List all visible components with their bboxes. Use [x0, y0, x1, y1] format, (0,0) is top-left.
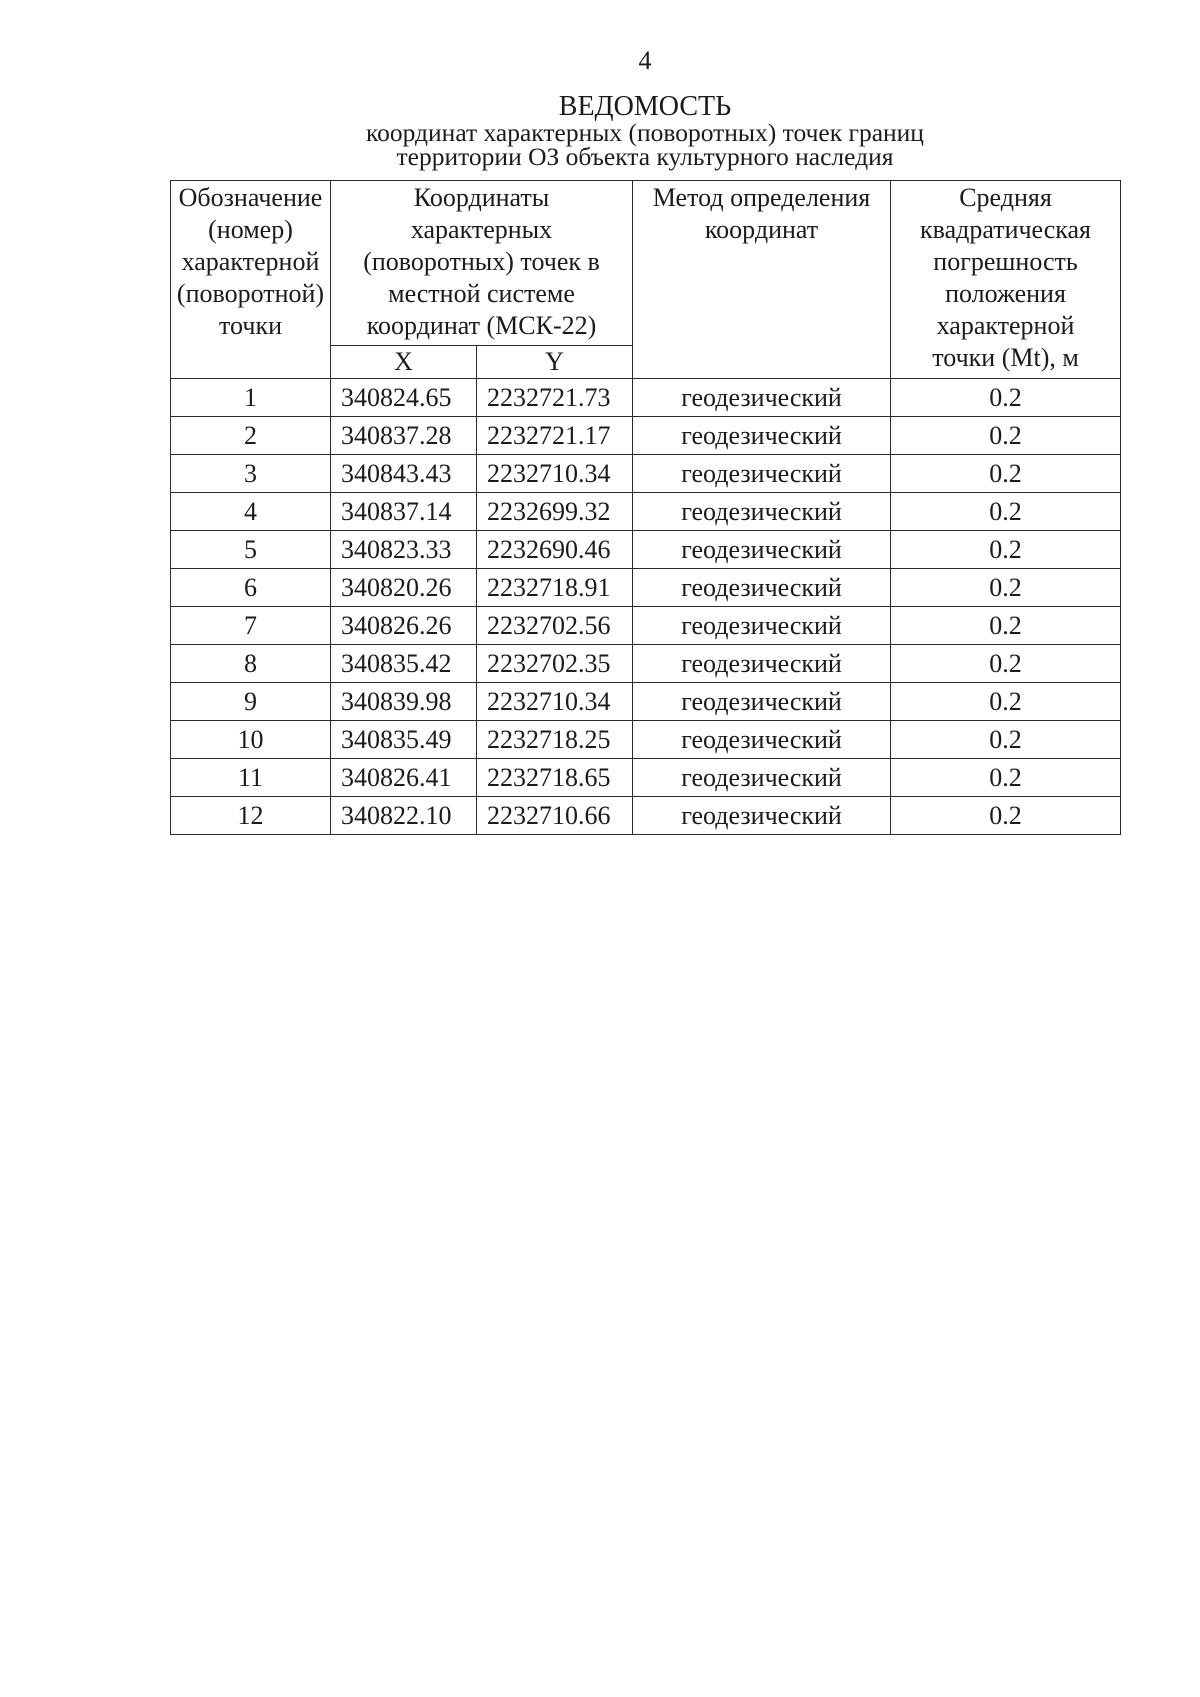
cell-method: геодезический: [633, 493, 891, 531]
cell-method: геодезический: [633, 569, 891, 607]
cell-error: 0.2: [891, 645, 1121, 683]
header-line: точки (Mt), м: [932, 343, 1079, 372]
header-line: (поворотных) точек в: [363, 247, 600, 276]
cell-y: 2232710.34: [477, 683, 633, 721]
page-number: 4: [638, 46, 652, 75]
cell-point: 6: [171, 569, 331, 607]
header-line: Обозначение: [178, 183, 323, 212]
cell-x: 340822.10: [331, 797, 477, 835]
header-row: [171, 181, 1121, 346]
subtitle-line: координат характерных (поворотных) точек границ: [366, 118, 924, 147]
cell-x: 340826.26: [331, 607, 477, 645]
header-line: точки: [219, 311, 282, 340]
header-point: [171, 181, 331, 379]
coordinates-table: [170, 180, 1121, 835]
cell-error: 0.2: [891, 797, 1121, 835]
cell-y: 2232721.17: [477, 417, 633, 455]
table-row: [171, 569, 1121, 607]
header-line: Координаты: [413, 183, 550, 212]
cell-method: геодезический: [633, 721, 891, 759]
table-row: [171, 455, 1121, 493]
cell-point: 11: [171, 759, 331, 797]
table-row: [171, 379, 1121, 417]
cell-method: геодезический: [633, 797, 891, 835]
header-line: (номер): [208, 215, 293, 244]
subtitle-line: территории ОЗ объекта культурного наследия: [396, 142, 894, 171]
header-line: квадратическая: [920, 215, 1092, 244]
header-line: координат (МСК-22): [366, 311, 597, 340]
cell-error: 0.2: [891, 607, 1121, 645]
cell-point: 3: [171, 455, 331, 493]
cell-point: 4: [171, 493, 331, 531]
header-x: X: [331, 346, 477, 379]
cell-y: 2232718.25: [477, 721, 633, 759]
cell-x: 340835.42: [331, 645, 477, 683]
header-line: положения: [945, 279, 1066, 308]
document-title: ВЕДОМОСТЬ: [558, 91, 732, 122]
cell-method: геодезический: [633, 455, 891, 493]
cell-error: 0.2: [891, 531, 1121, 569]
header-line: характерных: [410, 215, 553, 244]
cell-point: 1: [171, 379, 331, 417]
table-row: [171, 645, 1121, 683]
cell-method: геодезический: [633, 759, 891, 797]
cell-x: 340843.43: [331, 455, 477, 493]
header-y: Y: [477, 346, 633, 379]
table-row: [171, 493, 1121, 531]
cell-point: 9: [171, 683, 331, 721]
cell-error: 0.2: [891, 417, 1121, 455]
cell-y: 2232718.65: [477, 759, 633, 797]
cell-x: 340839.98: [331, 683, 477, 721]
cell-y: 2232710.66: [477, 797, 633, 835]
cell-point: 5: [171, 531, 331, 569]
cell-y: 2232721.73: [477, 379, 633, 417]
cell-point: 10: [171, 721, 331, 759]
cell-y: 2232702.35: [477, 645, 633, 683]
cell-method: геодезический: [633, 531, 891, 569]
cell-error: 0.2: [891, 493, 1121, 531]
cell-y: 2232718.91: [477, 569, 633, 607]
cell-y: 2232690.46: [477, 531, 633, 569]
cell-x: 340820.26: [331, 569, 477, 607]
header-line: местной системе: [388, 279, 575, 308]
table-row: [171, 531, 1121, 569]
table-header: [171, 181, 1121, 379]
table-row: [171, 417, 1121, 455]
header-method: [633, 181, 891, 379]
cell-error: 0.2: [891, 569, 1121, 607]
cell-y: 2232702.56: [477, 607, 633, 645]
cell-error: 0.2: [891, 683, 1121, 721]
cell-x: 340823.33: [331, 531, 477, 569]
header-error: [891, 181, 1121, 379]
cell-point: 12: [171, 797, 331, 835]
cell-method: геодезический: [633, 683, 891, 721]
cell-x: 340837.14: [331, 493, 477, 531]
cell-point: 8: [171, 645, 331, 683]
cell-point: 2: [171, 417, 331, 455]
cell-y: 2232699.32: [477, 493, 633, 531]
cell-error: 0.2: [891, 379, 1121, 417]
cell-x: 340826.41: [331, 759, 477, 797]
document-subtitle: [170, 118, 1120, 171]
header-line: (поворотной): [176, 279, 325, 308]
cell-x: 340824.65: [331, 379, 477, 417]
header-coordinates: [331, 181, 633, 346]
header-line: координат: [704, 215, 819, 244]
table-row: [171, 721, 1121, 759]
table-row: [171, 797, 1121, 835]
cell-method: геодезический: [633, 645, 891, 683]
table-row: [171, 759, 1121, 797]
cell-error: 0.2: [891, 455, 1121, 493]
header-line: Метод определения: [652, 183, 871, 212]
cell-x: 340835.49: [331, 721, 477, 759]
cell-method: геодезический: [633, 607, 891, 645]
cell-error: 0.2: [891, 759, 1121, 797]
cell-error: 0.2: [891, 721, 1121, 759]
cell-method: геодезический: [633, 417, 891, 455]
cell-point: 7: [171, 607, 331, 645]
header-line: погрешность: [933, 247, 1078, 276]
cell-y: 2232710.34: [477, 455, 633, 493]
header-line: Средняя: [959, 183, 1052, 212]
header-line: характерной: [936, 311, 1075, 340]
table-row: [171, 607, 1121, 645]
table-body: [171, 379, 1121, 835]
cell-method: геодезический: [633, 379, 891, 417]
cell-x: 340837.28: [331, 417, 477, 455]
table-row: [171, 683, 1121, 721]
header-line: характерной: [181, 247, 320, 276]
